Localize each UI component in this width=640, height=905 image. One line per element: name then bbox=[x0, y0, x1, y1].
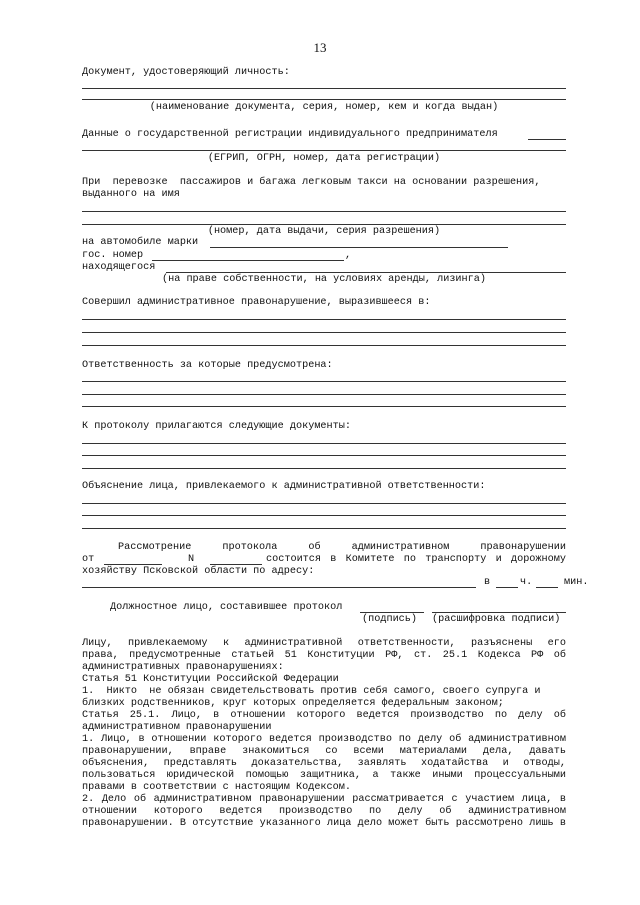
ip-label: Данные о государственной регистрации индивидуального предпринимателя bbox=[82, 129, 498, 140]
sign-hint: (подпись) bbox=[362, 614, 418, 625]
located-label: находящегося bbox=[82, 262, 156, 273]
identity-label: Документ, удостоверяющий личность: bbox=[82, 67, 290, 78]
art51-line-2: близких родственников, круг которых определяется федеральным законом; bbox=[82, 698, 504, 709]
p1-line-4: пользоваться юридической помощью защитника, а также иными процессуальными bbox=[82, 770, 566, 781]
rights-line-2: права, предусмотренные статьей 51 Конституции РФ, ст. 25.1 Кодекса РФ об bbox=[82, 650, 566, 661]
art25-line-2: административном правонарушении bbox=[82, 722, 272, 733]
taxi-fill-2 bbox=[82, 224, 566, 225]
time-v: в bbox=[484, 577, 491, 588]
offense-label: Совершил административное правонарушение, выразившееся в: bbox=[82, 297, 431, 308]
review-ot: от bbox=[82, 554, 95, 565]
official-label: Должностное лицо, составившее протокол bbox=[110, 602, 343, 613]
p1-line-3: объяснения, представлять доказательства, заявлять ходатайства и отводы, bbox=[82, 758, 566, 769]
taxi-line-1: При перевозке пассажиров и багажа легковым такси на основании разрешения, bbox=[82, 177, 541, 188]
docs-line-1 bbox=[82, 443, 566, 444]
art51-title: Статья 51 Конституции Российской Федерации bbox=[82, 674, 339, 685]
docs-label: К протоколу прилагаются следующие документы: bbox=[82, 421, 351, 432]
reg-number-comma: , bbox=[345, 250, 352, 261]
taxi-line-2: выданного на имя bbox=[82, 189, 180, 200]
review-line-1: Рассмотрение протокола об административном правонарушении bbox=[118, 542, 566, 553]
time-hour-line bbox=[496, 587, 518, 588]
liability-line-2 bbox=[82, 394, 566, 395]
identity-line-1 bbox=[82, 88, 566, 89]
review-number-line bbox=[210, 564, 262, 565]
p1-line-1: 1. Лицо, в отношении которого ведется производство по делу об административном bbox=[82, 734, 566, 745]
p2-line-1: 2. Дело об административном правонарушении рассматривается с участием лица, в bbox=[82, 794, 566, 805]
review-date-line bbox=[104, 564, 162, 565]
ip-hint: (ЕГРИП, ОГРН, номер, дата регистрации) bbox=[207, 153, 441, 164]
signature-line bbox=[360, 612, 424, 613]
offense-line-1 bbox=[82, 319, 566, 320]
rights-line-1: Лицу, привлекаемому к административной ответственности, разъяснены его bbox=[82, 638, 566, 649]
review-n: N bbox=[188, 554, 195, 565]
docs-line-2 bbox=[82, 455, 566, 456]
located-line bbox=[166, 272, 566, 273]
rights-line-3: административных правонарушениях: bbox=[82, 662, 284, 673]
review-address-line bbox=[82, 587, 476, 588]
car-make-label: на автомобиле марки bbox=[82, 237, 199, 248]
taxi-fill-1 bbox=[82, 211, 566, 212]
liability-line-3 bbox=[82, 406, 566, 407]
identity-hint: (наименование документа, серия, номер, кем и когда выдан) bbox=[149, 102, 499, 113]
p1-line-5: правами в соответствии с настоящим Кодексом. bbox=[82, 782, 351, 793]
time-min: мин. bbox=[564, 577, 589, 588]
ip-line-short bbox=[528, 139, 566, 140]
liability-line-1 bbox=[82, 381, 566, 382]
identity-line-2 bbox=[82, 99, 566, 100]
liability-label: Ответственность за которые предусмотрена: bbox=[82, 360, 333, 371]
permit-hint: (номер, дата выдачи, серия разрешения) bbox=[207, 226, 441, 237]
decode-hint: (расшифровка подписи) bbox=[432, 614, 561, 625]
explanation-line-3 bbox=[82, 528, 566, 529]
review-line-2: состоится в Комитете по транспорту и дорожному bbox=[266, 554, 566, 565]
time-ch: ч. bbox=[520, 577, 533, 588]
ownership-hint: (на праве собственности, на условиях аренды, лизинга) bbox=[161, 274, 486, 285]
art25-line-1: Статья 25.1. Лицо, в отношении которого ведется производство по делу об bbox=[82, 710, 566, 721]
reg-number-label: гос. номер bbox=[82, 250, 144, 261]
explanation-line-1 bbox=[82, 503, 566, 504]
decode-line bbox=[432, 612, 566, 613]
ip-line bbox=[82, 150, 566, 151]
p2-line-2: отношении которого ведется производство по делу об административном bbox=[82, 806, 566, 817]
time-min-line bbox=[536, 587, 558, 588]
reg-number-line bbox=[152, 260, 344, 261]
review-line-3: хозяйству Псковской области по адресу: bbox=[82, 566, 315, 577]
p1-line-2: правонарушении, вправе знакомиться со всеми материалами дела, давать bbox=[82, 746, 566, 757]
offense-line-2 bbox=[82, 332, 566, 333]
offense-line-3 bbox=[82, 345, 566, 346]
explanation-label: Объяснение лица, привлекаемого к административной ответственности: bbox=[82, 481, 486, 492]
explanation-line-2 bbox=[82, 515, 566, 516]
p2-line-3: правонарушении. В отсутствие указанного лица дело может быть рассмотрено лишь в bbox=[82, 818, 566, 829]
car-make-line bbox=[210, 247, 508, 248]
docs-line-3 bbox=[82, 468, 566, 469]
page-number: 13 bbox=[313, 40, 327, 55]
art51-line-1: 1. Никто не обязан свидетельствовать против себя самого, своего супруга и bbox=[82, 686, 541, 697]
